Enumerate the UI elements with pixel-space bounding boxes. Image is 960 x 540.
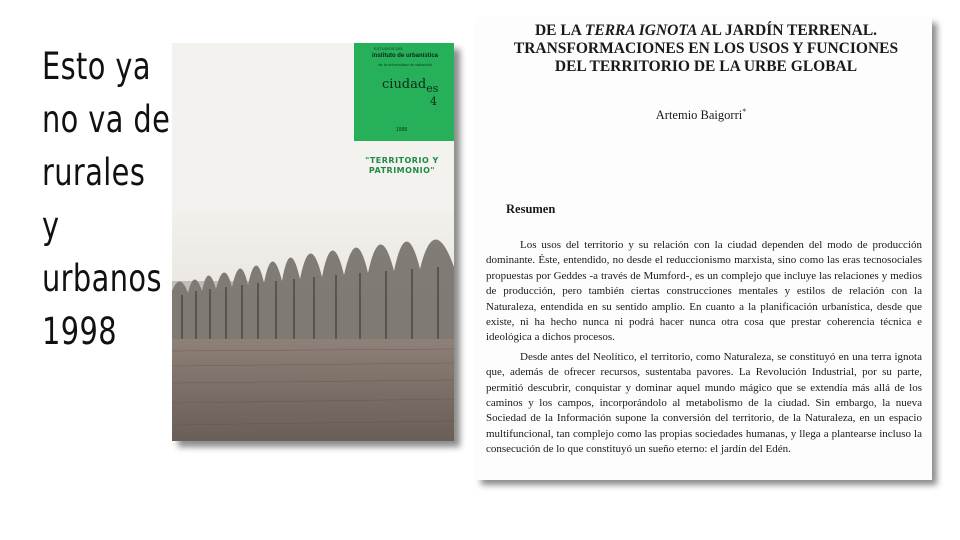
abstract-paragraph: Desde antes del Neolítico, el territorio, como Naturaleza, se constituyó en una terra ignota que, además de ofrecer recursos, sustentaba pavores. La Revolución Industrial, por su parte, permitió descubrir, conquistar y dominar aquel mundo mágico que se extendía más allá de los caminos y los campos, incorporándolo al metabolismo de la ciudad. Sin embargo, la nueva Sociedad de la Información supone la conversión del territorio, de la Naturaleza, en un espacio multifuncional, tan complejo como las propias sociedades humanas, y llega a plantearse incluso la consecución de lo que constituyó un sueño eterno: el jardín del Edén.: [486, 350, 922, 456]
section-heading: Resumen: [506, 202, 556, 216]
paper-page: [476, 18, 932, 480]
title-line: 1998: [42, 310, 118, 353]
paper-title-line-3: DEL TERRITORIO DE LA URBE GLOBAL: [554, 58, 858, 75]
abstract-body: [486, 238, 922, 462]
cover-series-name: ciudad$_{es}$: [382, 77, 439, 95]
paper-title-line-1: DE LA TERRA IGNOTA AL JARDÍN TERRENAL.: [534, 22, 878, 39]
cover-publisher-small: ESTUDIOS DEL: [374, 46, 404, 51]
title-line: no va de: [42, 98, 171, 141]
abstract-paragraph: Los usos del territorio y su relación con la ciudad dependen del modo de producción dominante. Éste, entendido, no desde el reduccionismo marxista, sino como las eras tecnosociales propuestas por Geddes -a través de Mumford-, es un complejo que incluye las relaciones y medios de producción, pero también ciertas construcciones mentales y estilos de relación con la Naturaleza, entendida en su sentido amplio. En cuanto a la planificación urbanística, desde que existe, ni ha hecho nunca ni podrá hacer nunca otra cosa que prestar coherencia técnica e ideológica a dichos procesos.: [486, 239, 922, 344]
cover-number: 4: [430, 95, 437, 108]
cover-green-label: [354, 43, 454, 141]
cover-subtitle: "TERRITORIO Y PATRIMONIO": [365, 156, 439, 175]
title-line: rurales: [42, 151, 146, 194]
title-line: Esto ya: [42, 45, 151, 88]
cover-year: 1998: [396, 127, 408, 133]
title-line: urbanos: [42, 257, 162, 300]
paper-author: Artemio Baigorri*: [655, 107, 747, 123]
cover-university: de la universidad de valladolid: [378, 62, 432, 67]
paper-title: [486, 22, 926, 76]
cover-photo: [172, 211, 454, 441]
slide-title: [42, 40, 171, 358]
title-line: y: [42, 204, 60, 247]
paper-title-line-2: TRANSFORMACIONES EN LOS USOS Y FUNCIONES: [513, 40, 899, 57]
book-cover: [172, 43, 454, 441]
cover-institute: instituto de urbanística: [371, 53, 438, 59]
